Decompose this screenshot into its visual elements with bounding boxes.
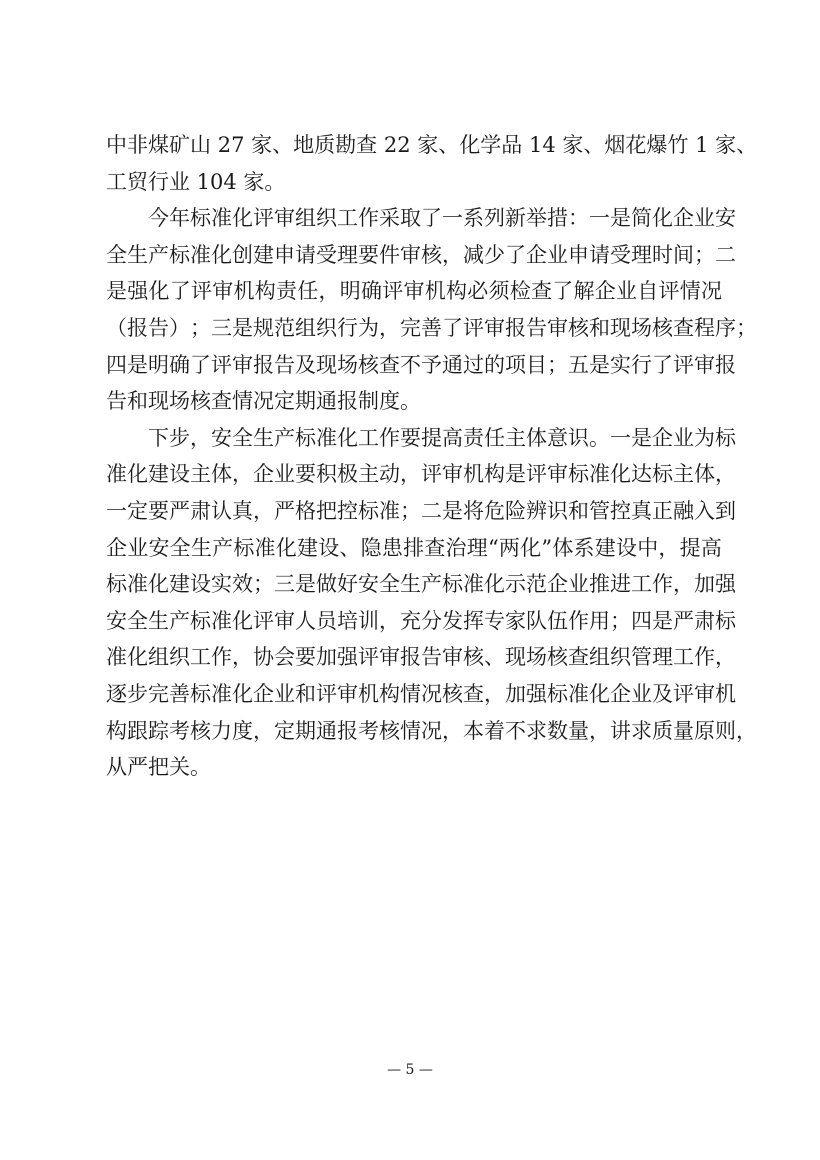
text-line: 今 年 标 准 化 评 审 组 织 工 作 采 取 了 一 系 列 新 举 措 ： 一 是 简 化 企 业 安 bbox=[148, 206, 736, 231]
body-text bbox=[106, 127, 758, 786]
text-line: 准 化 建 设 主 体 ， 企 业 要 积 极 主 动 ， 评 审 机 构 是 评 审 标 准 化 达 标 主 体 ， bbox=[106, 462, 736, 487]
text-line: 一 定 要 严 肃 认 真 ， 严 格 把 控 标 准 ； 二 是 将 危 险 辨 识 和 管 控 真 正 融 入 到 bbox=[106, 498, 736, 523]
text-line: 安 全 生 产 标 准 化 评 审 人 员 培 训 ， 充 分 发 挥 专 家 队 伍 作 用 ； 四 是 严 肃 标 bbox=[106, 608, 736, 633]
text-line: 构 跟 踪 考 核 力 度 ， 定 期 通 报 考 核 情 况 ， 本 着 不 求 数 量 ， 讲 求 质 量 原 则 ， bbox=[106, 718, 757, 743]
text-line: 逐 步 完 善 标 准 化 企 业 和 评 审 机 构 情 况 核 查 ， 加 强 标 准 化 企 业 及 评 审 机 bbox=[106, 681, 736, 706]
text-line: 中 非 煤 矿 山 2 7 家 、 地 质 勘 查 2 2 家 、 化 学 品 1 4 家 、 烟 花 爆 竹 1 家 、 bbox=[106, 133, 758, 157]
text-line: 从严把关。 bbox=[106, 755, 211, 780]
text-line: 全 生 产 标 准 化 创 建 申 请 受 理 要 件 审 核 ， 减 少 了 企 业 申 请 受 理 时 间 ； 二 bbox=[106, 242, 736, 267]
text-line: 企 业 安 全 生 产 标 准 化 建 设 、 隐 患 排 查 治 理 “ 两 化 ” 体 系 建 设 中 ， 提 高 bbox=[106, 535, 722, 560]
text-line: 四 是 明 确 了 评 审 报 告 及 现 场 核 查 不 予 通 过 的 项 目 ； 五 是 实 行 了 评 审 报 bbox=[106, 352, 736, 377]
text-line: 工贸行业 104 家。 bbox=[106, 169, 286, 194]
text-line: 告和现场核查情况定期通报制度。 bbox=[106, 389, 421, 414]
text-line: 下 步 ， 安 全 生 产 标 准 化 工 作 要 提 高 责 任 主 体 意 识 。 一 是 企 业 为 标 bbox=[148, 425, 736, 450]
text-line: 是 强 化 了 评 审 机 构 责 任 ， 明 确 评 审 机 构 必 须 检 查 了 解 企 业 自 评 情 况 bbox=[106, 279, 722, 304]
paragraph-3 bbox=[106, 420, 757, 786]
page-number: — 5 — bbox=[387, 1062, 433, 1078]
text-line: 标 准 化 建 设 实 效 ； 三 是 做 好 安 全 生 产 标 准 化 示 范 企 业 推 进 工 作 ， 加 强 bbox=[106, 572, 736, 597]
paragraph-1 bbox=[106, 127, 758, 200]
text-line: 准 化 组 织 工 作 ， 协 会 要 加 强 评 审 报 告 审 核 、 现 场 核 查 组 织 管 理 工 作 ， bbox=[106, 645, 736, 670]
text-line: （ 报 告 ） ； 三 是 规 范 组 织 行 为 ， 完 善 了 评 审 报 告 审 核 和 现 场 核 查 程 序 ； bbox=[106, 315, 757, 340]
paragraph-2 bbox=[106, 200, 757, 420]
